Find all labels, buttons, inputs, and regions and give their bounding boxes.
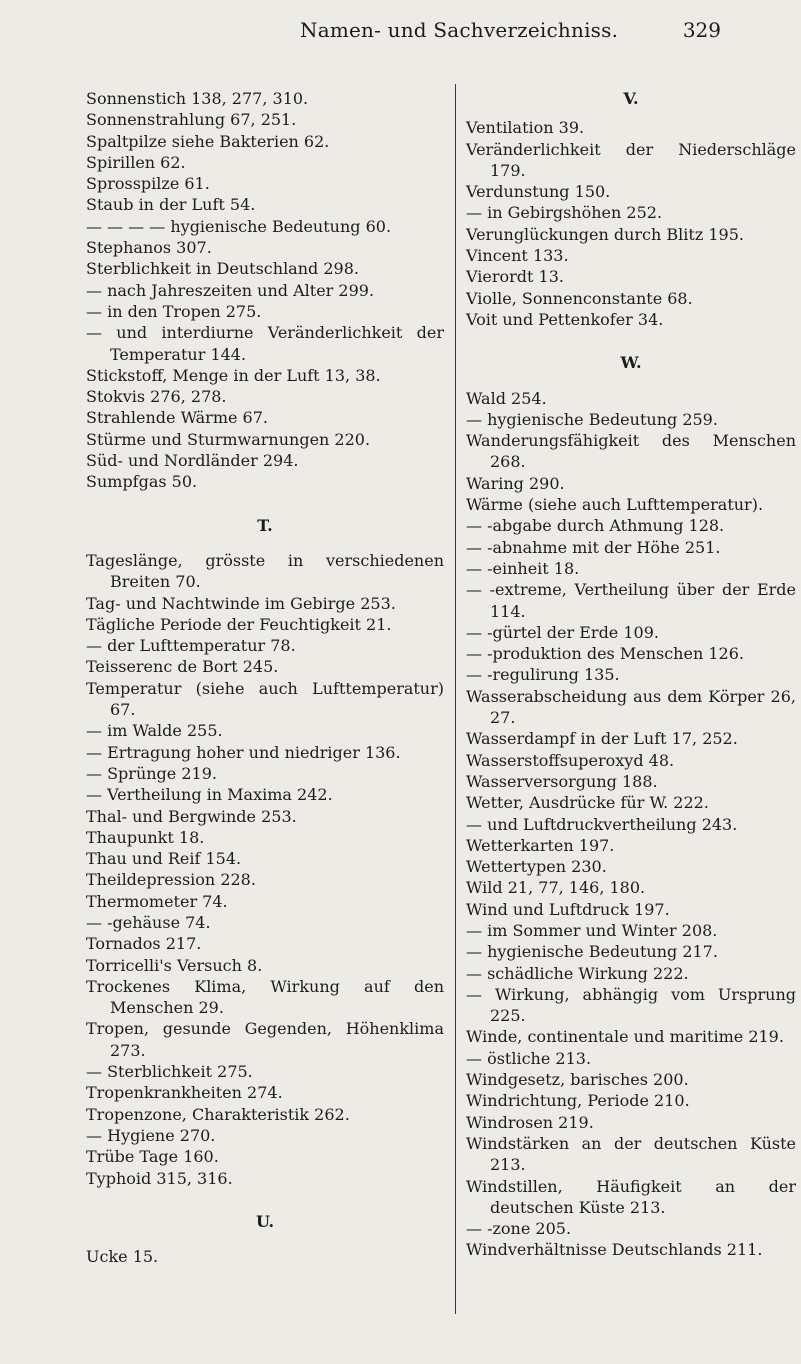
index-entry: Waring 290. bbox=[466, 473, 565, 493]
index-entry: Windstillen, Häufigkeit an der deutschen Küste 213. bbox=[466, 1176, 796, 1217]
index-entry: — nach Jahreszeiten und Alter 299. bbox=[86, 280, 375, 300]
entries-w bbox=[466, 388, 796, 1261]
index-entry: Windrosen 219. bbox=[466, 1112, 594, 1132]
running-head: Namen- und Sachverzeichniss. bbox=[300, 18, 619, 42]
index-entry: — und Luftdruckvertheilung 243. bbox=[466, 814, 738, 834]
index-entry: Winde, continentale und maritime 219. bbox=[466, 1027, 784, 1047]
section-heading-t: T. bbox=[257, 515, 273, 535]
entries-v bbox=[466, 117, 796, 330]
index-entry: Stickstoff, Menge in der Luft 13, 38. bbox=[86, 365, 381, 385]
index-entry: Thal- und Bergwinde 253. bbox=[86, 806, 297, 826]
index-entry: — Vertheilung in Maxima 242. bbox=[86, 785, 333, 805]
index-entry: — in den Tropen 275. bbox=[86, 301, 262, 321]
index-entry: Vierordt 13. bbox=[466, 267, 564, 287]
section-heading-v: V. bbox=[623, 89, 639, 108]
column-divider bbox=[455, 84, 456, 1314]
index-entry: Torricelli's Versuch 8. bbox=[86, 955, 263, 975]
index-entry: Wasserstoffsuperoxyd 48. bbox=[466, 750, 675, 770]
index-entry: Thau und Reif 154. bbox=[86, 849, 242, 869]
index-entry: Tornados 217. bbox=[86, 934, 202, 954]
section-heading-w: W. bbox=[620, 353, 642, 373]
index-entry: Wetter, Ausdrücke für W. 222. bbox=[466, 793, 709, 813]
index-entry: Stokvis 276, 278. bbox=[86, 387, 227, 407]
index-entry: — Sprünge 219. bbox=[86, 763, 217, 783]
index-entry: Theildepression 228. bbox=[86, 870, 256, 890]
index-entry: Wärme (siehe auch Lufttemperatur). bbox=[466, 495, 764, 515]
index-entry: — -zone 205. bbox=[466, 1219, 572, 1239]
index-entry: — -abgabe durch Athmung 128. bbox=[466, 516, 725, 536]
index-entry: — Wirkung, abhängig vom Ursprung 225. bbox=[466, 984, 796, 1026]
index-entry: — im Walde 255. bbox=[86, 721, 223, 741]
index-entry: Tag- und Nachtwinde im Gebirge 253. bbox=[86, 593, 396, 613]
index-entry: — -gürtel der Erde 109. bbox=[466, 622, 659, 642]
index-entry: Ventilation 39. bbox=[466, 118, 585, 138]
index-entry: Windstärken an der deutschen Küste 213. bbox=[466, 1133, 796, 1175]
index-entry: Sprosspilze 61. bbox=[86, 174, 210, 194]
index-entry: — -einheit 18. bbox=[466, 558, 580, 578]
index-entry: Thaupunkt 18. bbox=[86, 827, 205, 847]
index-entry: Wetterkarten 197. bbox=[466, 835, 615, 855]
index-entry: — in Gebirgshöhen 252. bbox=[466, 203, 663, 223]
index-entry: Wasserdampf in der Luft 17, 252. bbox=[466, 729, 738, 749]
index-entry: Wald 254. bbox=[466, 388, 547, 408]
index-entry: — im Sommer und Winter 208. bbox=[466, 920, 718, 940]
index-entry: — -extreme, Vertheilung über der Erde 114. bbox=[466, 580, 796, 621]
index-entry: Violle, Sonnenconstante 68. bbox=[466, 288, 693, 308]
entries-s bbox=[86, 88, 444, 493]
index-entry: — schädliche Wirkung 222. bbox=[466, 963, 689, 983]
right-column bbox=[466, 88, 796, 1261]
left-column bbox=[86, 88, 444, 1267]
index-entry: Typhoid 315, 316. bbox=[86, 1168, 233, 1188]
entries-u bbox=[86, 1246, 444, 1267]
index-entry: — und interdiurne Veränderlichkeit der Temperatur 144. bbox=[86, 323, 444, 364]
index-entry: Tropenzone, Charakteristik 262. bbox=[86, 1104, 350, 1124]
index-entry: Thermometer 74. bbox=[86, 891, 228, 911]
index-entry: Staub in der Luft 54. bbox=[86, 195, 256, 215]
index-entry: Voit und Pettenkofer 34. bbox=[466, 309, 664, 329]
index-entry: — hygienische Bedeutung 217. bbox=[466, 942, 718, 962]
index-entry: Trübe Tage 160. bbox=[86, 1147, 219, 1167]
index-entry: Verdunstung 150. bbox=[466, 182, 611, 202]
index-entry: — -produktion des Menschen 126. bbox=[466, 644, 744, 664]
index-entry: Windverhältnisse Deutschlands 211. bbox=[466, 1240, 763, 1260]
index-entry: Strahlende Wärme 67. bbox=[86, 408, 268, 428]
index-entry: Stephanos 307. bbox=[86, 238, 212, 258]
section-heading-u: U. bbox=[255, 1211, 275, 1231]
index-entry: Vincent 133. bbox=[466, 246, 569, 266]
entries-t bbox=[86, 550, 444, 1189]
index-entry: Trockenes Klima, Wirkung auf den Menschen 29. bbox=[86, 976, 444, 1018]
index-entry: Tropenkrankheiten 274. bbox=[86, 1083, 283, 1103]
index-entry: — -regulirung 135. bbox=[466, 665, 620, 685]
index-entry: — der Lufttemperatur 78. bbox=[86, 636, 296, 656]
page-number: 329 bbox=[682, 18, 721, 42]
index-entry: — Ertragung hoher und niedriger 136. bbox=[86, 742, 401, 762]
index-entry: Wasserabscheidung aus dem Körper 26, 27. bbox=[466, 686, 796, 728]
index-entry: — — — — hygienische Bedeutung 60. bbox=[86, 216, 392, 236]
index-entry: Temperatur (siehe auch Lufttemperatur) 67. bbox=[86, 678, 444, 720]
index-entry: — Hygiene 270. bbox=[86, 1125, 216, 1145]
index-entry: Sumpfgas 50. bbox=[86, 472, 198, 492]
index-entry: Verunglückungen durch Blitz 195. bbox=[466, 224, 744, 244]
index-entry: Teisserenc de Bort 245. bbox=[86, 657, 279, 677]
index-entry: — -abnahme mit der Höhe 251. bbox=[466, 537, 721, 557]
index-entry: Wasserversorgung 188. bbox=[466, 771, 658, 791]
index-entry: Ucke 15. bbox=[86, 1247, 159, 1267]
index-entry: Wild 21, 77, 146, 180. bbox=[466, 878, 646, 898]
index-entry: — östliche 213. bbox=[466, 1048, 592, 1068]
index-entry: Spaltpilze siehe Bakterien 62. bbox=[86, 131, 330, 151]
index-entry: Tägliche Periode der Feuchtigkeit 21. bbox=[86, 614, 392, 634]
index-entry: — hygienische Bedeutung 259. bbox=[466, 409, 718, 429]
index-entry: Sonnenstrahlung 67, 251. bbox=[86, 110, 297, 130]
index-entry: — Sterblichkeit 275. bbox=[86, 1062, 253, 1082]
index-entry: Sterblichkeit in Deutschland 298. bbox=[86, 259, 359, 279]
index-entry: Windgesetz, barisches 200. bbox=[466, 1070, 689, 1090]
index-entry: — -gehäuse 74. bbox=[86, 912, 211, 932]
index-entry: Windrichtung, Periode 210. bbox=[466, 1091, 690, 1111]
index-entry: Tageslänge, grösste in verschiedenen Breiten 70. bbox=[86, 550, 444, 592]
index-entry: Süd- und Nordländer 294. bbox=[86, 451, 299, 471]
index-entry: Sonnenstich 138, 277, 310. bbox=[86, 89, 309, 108]
index-entry: Veränderlichkeit der Niederschläge 179. bbox=[466, 139, 796, 180]
index-entry: Wettertypen 230. bbox=[466, 857, 607, 877]
index-entry: Wind und Luftdruck 197. bbox=[466, 899, 670, 919]
index-entry: Spirillen 62. bbox=[86, 152, 186, 172]
index-entry: Wanderungsfähigkeit des Menschen 268. bbox=[466, 431, 796, 472]
page-header bbox=[0, 18, 801, 48]
index-entry: Stürme und Sturmwarnungen 220. bbox=[86, 429, 371, 449]
index-entry: Tropen, gesunde Gegenden, Höhenklima 273. bbox=[86, 1019, 444, 1060]
